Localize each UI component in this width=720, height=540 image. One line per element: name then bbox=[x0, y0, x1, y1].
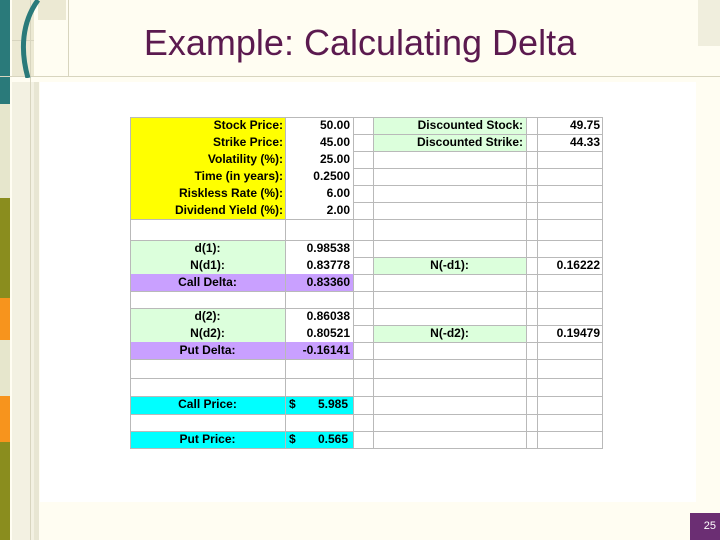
discounted-strike-value: 44.33 bbox=[569, 135, 600, 149]
riskless-rate-label: Riskless Rate (%): bbox=[178, 186, 283, 200]
nd1-label: N(d1): bbox=[190, 258, 225, 272]
d2-value: 0.86038 bbox=[306, 309, 350, 323]
nd1-value: 0.83778 bbox=[306, 258, 350, 272]
dividend-yield-label: Dividend Yield (%): bbox=[174, 203, 283, 217]
nd2-value: 0.80521 bbox=[306, 326, 350, 340]
stock-price-value: 50.00 bbox=[319, 118, 350, 132]
riskless-rate-value: 6.00 bbox=[326, 186, 350, 200]
discounted-strike-label: Discounted Strike: bbox=[416, 135, 523, 149]
call-price-label: Call Price: bbox=[178, 397, 237, 411]
n-neg-d1-label: N(-d1): bbox=[430, 258, 469, 272]
time-label: Time (in years): bbox=[194, 169, 283, 183]
n-neg-d2-value: 0.19479 bbox=[556, 326, 600, 340]
put-delta-label: Put Delta: bbox=[179, 343, 236, 357]
d2-label: d(2): bbox=[194, 309, 221, 323]
n-neg-d2-label: N(-d2): bbox=[430, 326, 469, 340]
strike-price-value: 45.00 bbox=[319, 135, 350, 149]
n-neg-d1-value: 0.16222 bbox=[556, 258, 600, 272]
call-delta-value: 0.83360 bbox=[306, 275, 350, 289]
nd2-label: N(d2): bbox=[190, 326, 225, 340]
put-price-currency: $ bbox=[289, 432, 296, 446]
strike-price-label: Strike Price: bbox=[212, 135, 283, 149]
put-price-value: 0.565 bbox=[317, 432, 348, 446]
put-price-label: Put Price: bbox=[179, 432, 236, 446]
dividend-yield-value: 2.00 bbox=[326, 203, 350, 217]
call-price-value: 5.985 bbox=[317, 397, 348, 411]
discounted-stock-label: Discounted Stock: bbox=[417, 118, 523, 132]
d1-value: 0.98538 bbox=[306, 241, 350, 255]
call-price-currency: $ bbox=[289, 397, 296, 411]
stock-price-label: Stock Price: bbox=[213, 118, 283, 132]
volatility-value: 25.00 bbox=[319, 152, 350, 166]
page-number: 25 bbox=[690, 513, 720, 540]
slide-title: Example: Calculating Delta bbox=[143, 22, 577, 63]
call-delta-label: Call Delta: bbox=[178, 275, 237, 289]
d1-label: d(1): bbox=[194, 241, 221, 255]
discounted-stock-value: 49.75 bbox=[569, 118, 600, 132]
put-delta-value: -0.16141 bbox=[302, 343, 350, 357]
time-value: 0.2500 bbox=[313, 169, 350, 183]
volatility-label: Volatility (%): bbox=[207, 152, 283, 166]
